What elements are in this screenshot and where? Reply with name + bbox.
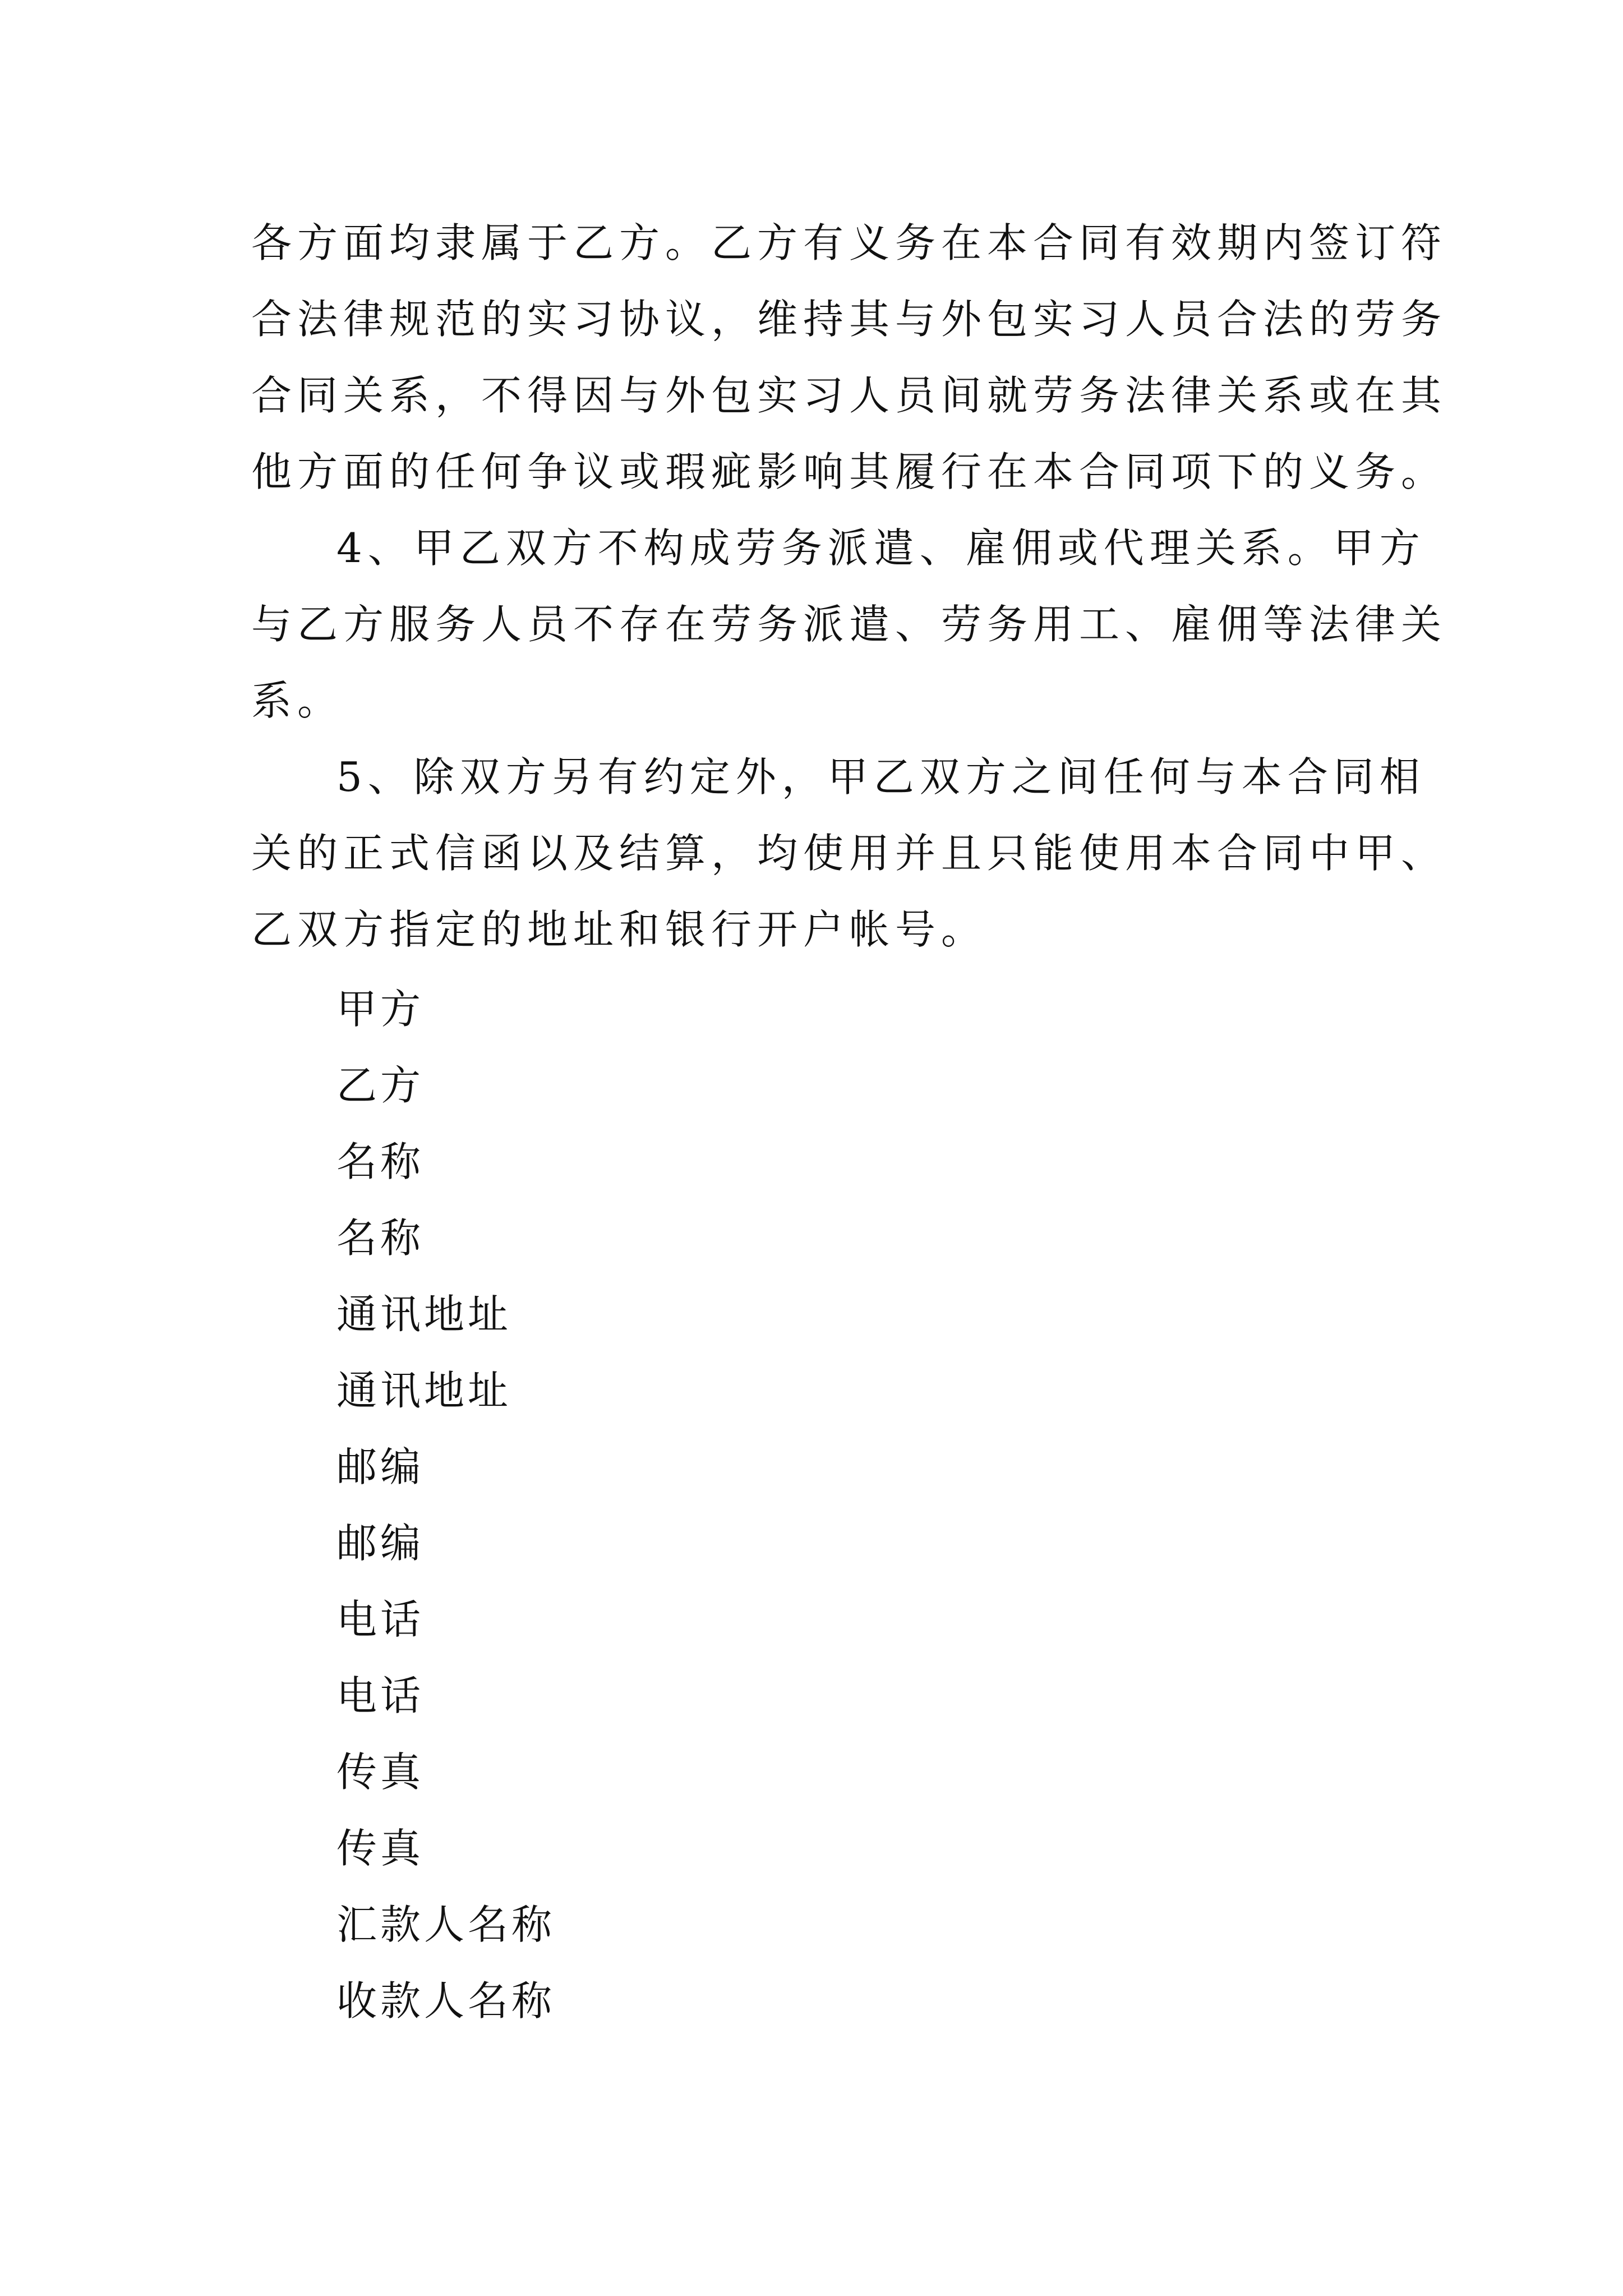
paragraph-clause-4 bbox=[251, 510, 1447, 739]
text-line: 合法律规范的实习协议，维持其与外包实习人员合法的劳务 bbox=[251, 296, 1447, 343]
field-label-remitter-name: 汇款人名称 bbox=[336, 1901, 556, 1948]
paragraph-clause-5 bbox=[251, 739, 1447, 968]
contract-body bbox=[251, 205, 1447, 968]
text-line: 与乙方服务人员不存在劳务派遣、劳务用工、雇佣等法律关 bbox=[251, 601, 1447, 648]
field-label-fax: 传真 bbox=[336, 1749, 425, 1796]
field-label-party-a: 甲方 bbox=[336, 986, 425, 1033]
field-label-name: 名称 bbox=[336, 1138, 425, 1185]
field-label-phone: 电话 bbox=[336, 1596, 425, 1643]
text-line: 乙双方指定的地址和银行开户帐号。 bbox=[251, 906, 988, 953]
field-label-fax: 传真 bbox=[336, 1825, 425, 1872]
text-line: 各方面均隶属于乙方。乙方有义务在本合同有效期内签订符 bbox=[251, 219, 1447, 266]
field-label-phone: 电话 bbox=[336, 1672, 425, 1719]
field-label-party-b: 乙方 bbox=[336, 1062, 425, 1109]
party-info-fields bbox=[336, 971, 1178, 2039]
text-line: 4、甲乙双方不构成劳务派遣、雇佣或代理关系。甲方 bbox=[336, 524, 1426, 572]
text-line: 合同关系，不得因与外包实习人员间就劳务法律关系或在其 bbox=[251, 372, 1447, 419]
field-label-postcode: 邮编 bbox=[336, 1443, 425, 1490]
field-label-address: 通讯地址 bbox=[336, 1367, 512, 1414]
field-label-payee-name: 收款人名称 bbox=[336, 1977, 556, 2024]
field-label-postcode: 邮编 bbox=[336, 1520, 425, 1567]
text-line: 他方面的任何争议或瑕疵影响其履行在本合同项下的义务。 bbox=[251, 448, 1447, 495]
paragraph-continuation bbox=[251, 205, 1447, 510]
field-label-name: 名称 bbox=[336, 1214, 425, 1262]
text-line: 关的正式信函以及结算，均使用并且只能使用本合同中甲、 bbox=[251, 830, 1447, 877]
text-line: 系。 bbox=[251, 677, 344, 724]
field-label-address: 通讯地址 bbox=[336, 1291, 512, 1338]
text-line: 5、除双方另有约定外，甲乙双方之间任何与本合同相 bbox=[336, 753, 1426, 800]
